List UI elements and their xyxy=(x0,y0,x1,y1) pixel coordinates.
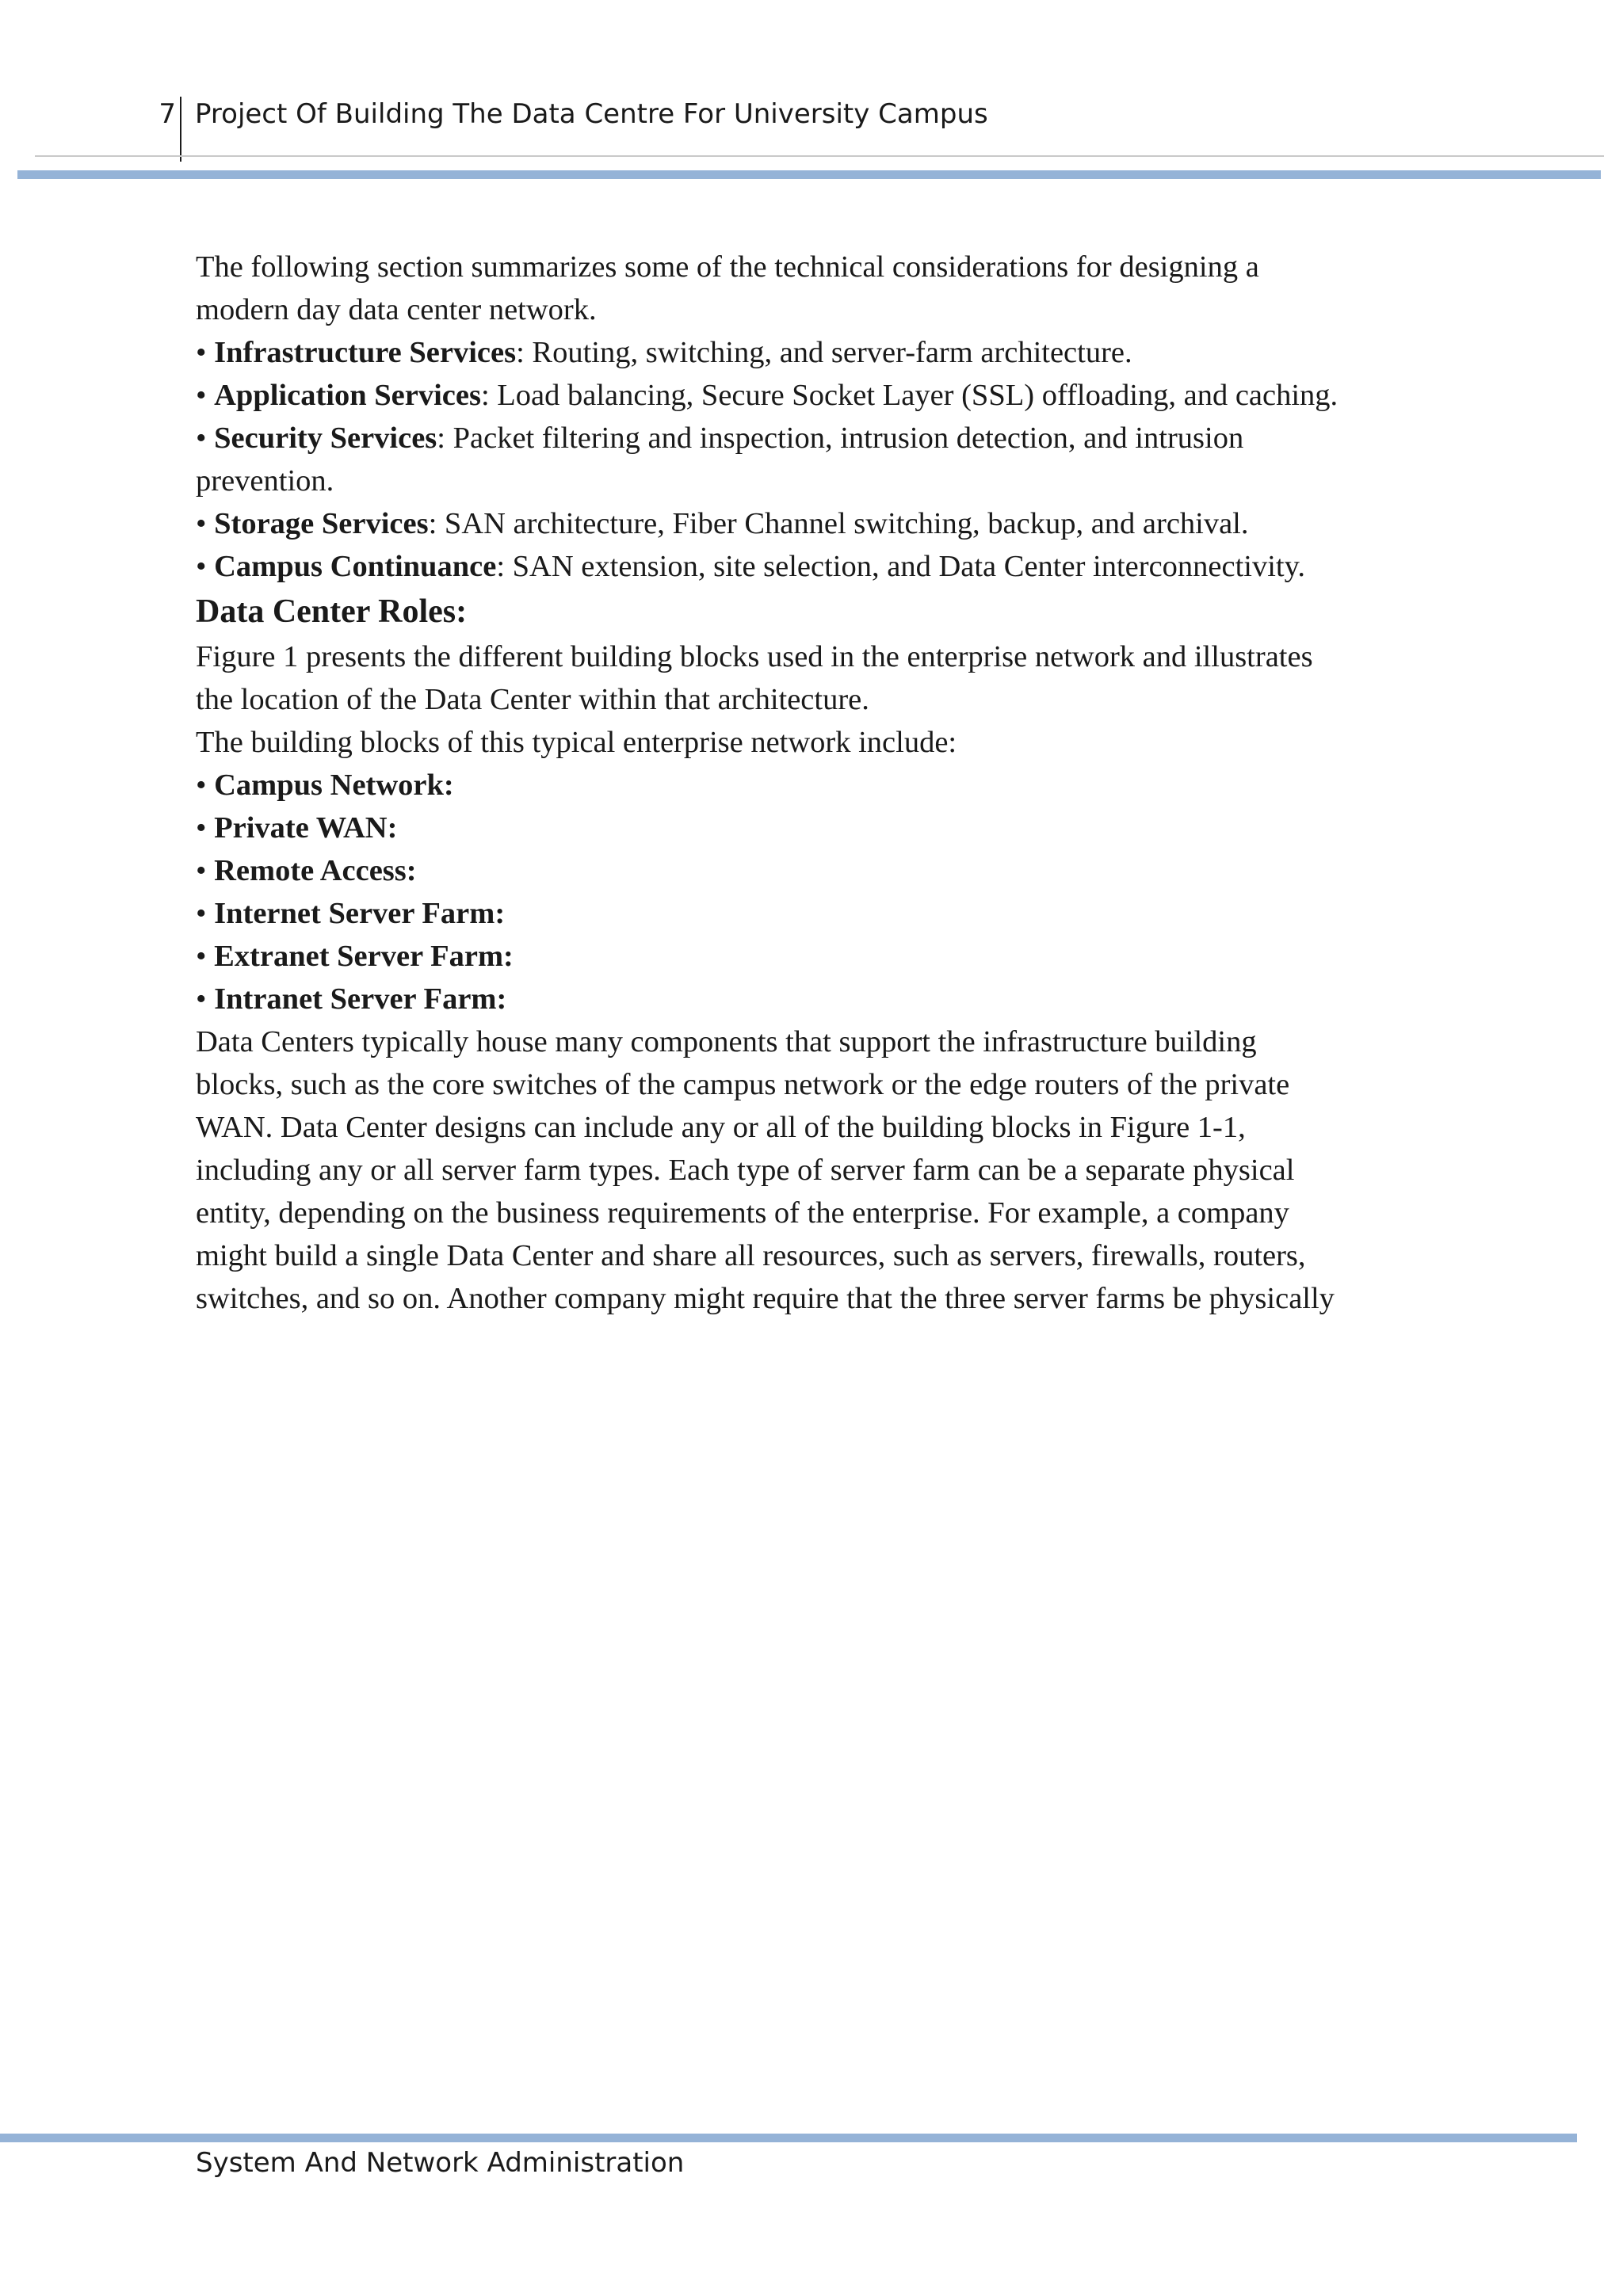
paragraph-line: The building blocks of this typical enterprise network include: xyxy=(196,726,957,759)
header-divider xyxy=(180,97,181,162)
list-item-remote-access xyxy=(196,849,1432,892)
list-item-extranet-server-farm xyxy=(196,935,1432,978)
list-item-label: Remote Access: xyxy=(214,854,417,887)
section-heading: Data Center Roles: xyxy=(196,593,468,630)
bullet: • xyxy=(196,897,215,930)
list-item-application-services xyxy=(196,374,1432,417)
list-item-internet-server-farm xyxy=(196,892,1432,935)
list-item-intranet-server-farm xyxy=(196,978,1432,1020)
paragraph-line: entity, depending on the business requirements of the enterprise. For example, a company xyxy=(196,1196,1289,1230)
list-item-infrastructure-services xyxy=(196,331,1432,374)
bullet: • xyxy=(196,940,215,973)
bullet: • xyxy=(196,854,215,887)
page-body xyxy=(196,246,1432,1320)
list-item-text: : Packet filtering and inspection, intrusion detection, and intrusion xyxy=(437,421,1244,455)
bullet: • xyxy=(196,507,215,540)
header-thin-rule xyxy=(35,155,1604,157)
list-item-label: Internet Server Farm: xyxy=(214,897,506,930)
list-item-label: Infrastructure Services xyxy=(214,336,517,369)
paragraph-line: WAN. Data Center designs can include any or all of the building blocks in Figure 1-1, xyxy=(196,1111,1246,1144)
list-item-label: Intranet Server Farm: xyxy=(214,982,507,1016)
list-item-label: Campus Network: xyxy=(214,769,454,802)
bullet: • xyxy=(196,379,215,412)
paragraph-line: including any or all server farm types. Each type of server farm can be a separate physical xyxy=(196,1154,1295,1187)
footer-text: System And Network Administration xyxy=(196,2147,685,2179)
paragraph-line: blocks, such as the core switches of the campus network or the edge routers of the private xyxy=(196,1068,1290,1101)
paragraph-line: The following section summarizes some of the technical considerations for designing a xyxy=(196,250,1259,284)
list-item-text: : SAN extension, site selection, and Data Center interconnectivity. xyxy=(496,550,1305,583)
list-item-storage-services xyxy=(196,502,1432,545)
page-number: 7 xyxy=(158,98,176,130)
bullet: • xyxy=(196,550,215,583)
paragraph-line: switches, and so on. Another company might require that the three server farms be physically xyxy=(196,1282,1335,1315)
list-item-private-wan xyxy=(196,807,1432,849)
footer-accent-rule xyxy=(0,2134,1577,2142)
list-item-label: Private WAN: xyxy=(214,811,398,845)
list-item-text: : Routing, switching, and server-farm architecture. xyxy=(516,336,1132,369)
list-item-label: Extranet Server Farm: xyxy=(214,940,514,973)
header-accent-rule xyxy=(17,170,1601,179)
paragraph-line: might build a single Data Center and share all resources, such as servers, firewalls, routers, xyxy=(196,1239,1306,1272)
list-item-label: Storage Services xyxy=(214,507,429,540)
list-item-label: Campus Continuance xyxy=(214,550,497,583)
list-item-security-services xyxy=(196,417,1432,460)
paragraph-line: Data Centers typically house many components that support the infrastructure building xyxy=(196,1025,1257,1058)
bullet: • xyxy=(196,421,215,455)
list-item-campus-continuance xyxy=(196,545,1432,588)
list-item-text: : Load balancing, Secure Socket Layer (SSL) offloading, and caching. xyxy=(480,379,1338,412)
paragraph-line: Figure 1 presents the different building blocks used in the enterprise network and illustrates xyxy=(196,640,1313,673)
list-item-campus-network xyxy=(196,764,1432,807)
page-header xyxy=(0,0,1623,190)
list-item-label: Security Services xyxy=(214,421,437,455)
bullet: • xyxy=(196,769,215,802)
bullet: • xyxy=(196,811,215,845)
header-title: Project Of Building The Data Centre For University Campus xyxy=(195,98,988,130)
bullet: • xyxy=(196,982,215,1016)
bullet: • xyxy=(196,336,215,369)
paragraph-line: modern day data center network. xyxy=(196,293,597,326)
list-item-label: Application Services xyxy=(214,379,481,412)
paragraph-line: the location of the Data Center within that architecture. xyxy=(196,683,869,716)
list-item-continuation: prevention. xyxy=(196,464,334,498)
list-item-text: : SAN architecture, Fiber Channel switching, backup, and archival. xyxy=(428,507,1249,540)
